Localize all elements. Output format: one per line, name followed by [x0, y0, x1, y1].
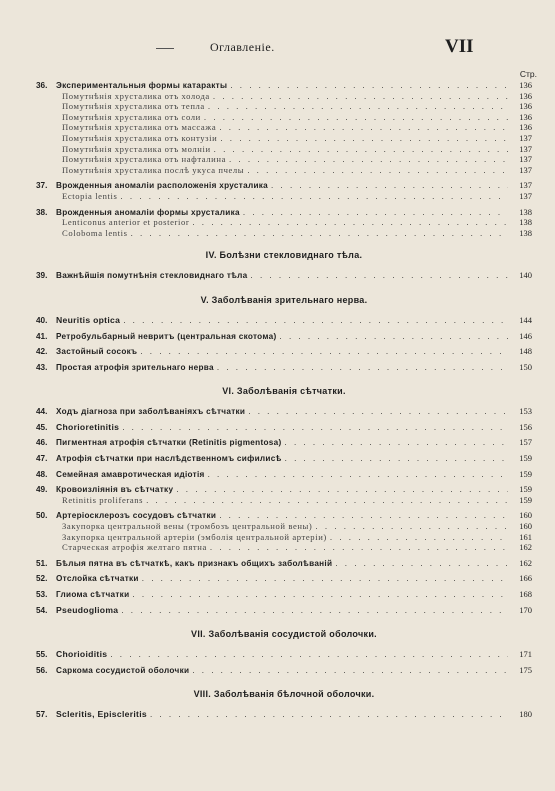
dot-leader [247, 166, 508, 175]
toc-subentry [36, 521, 532, 532]
page-number: 162 [519, 557, 532, 568]
subentry-title: Помутнѣнія хрусталика отъ соли [62, 111, 201, 122]
entry-number: 43. [36, 362, 48, 372]
dot-leader [285, 454, 508, 463]
entry-number: 39. [36, 271, 48, 281]
dot-leader [204, 113, 508, 122]
toc-entry [36, 558, 532, 569]
toc-entry [36, 406, 532, 417]
dot-leader [110, 650, 508, 659]
toc-subentry [36, 217, 532, 228]
page-number: 180 [519, 709, 532, 720]
page-number: 140 [519, 270, 532, 281]
toc-entry [36, 315, 532, 326]
entry-title: Chorioretinitis [56, 421, 120, 432]
toc-subentry [36, 122, 532, 133]
toc-entry [36, 453, 532, 464]
entry-title: Scleritis, Episcleritis [56, 709, 147, 720]
toc-subentry [36, 144, 532, 155]
dot-leader [213, 92, 508, 101]
entry-title: Атрофія сѣтчатки при наслѣдственномъ сифилисѣ [56, 454, 282, 464]
page-number: 136 [519, 101, 532, 112]
entry-title: Отслойка сѣтчатки [56, 574, 139, 584]
page-header [0, 36, 555, 60]
page-number: 137 [519, 180, 532, 191]
dot-leader [219, 123, 508, 132]
page-number: 170 [519, 604, 532, 615]
entry-number: 49. [36, 485, 48, 495]
subentry-title: Помутнѣнія хрусталика отъ массажа [62, 122, 217, 133]
page-number: 161 [519, 531, 532, 542]
entry-number: 41. [36, 331, 48, 341]
entry-title: Neuritis optica [56, 314, 121, 325]
dot-leader [210, 543, 508, 552]
page-number: 136 [519, 90, 532, 101]
page-number: 159 [519, 468, 532, 479]
entry-number: 55. [36, 650, 48, 660]
toc-entry [36, 665, 532, 676]
page-number: 137 [519, 143, 532, 154]
section-heading: VII. Заболѣванія сосудистой оболочки. [191, 629, 377, 640]
entry-title: Важнѣйшія помутнѣнія стекловиднаго тѣла [56, 271, 248, 281]
entry-number: 50. [36, 511, 48, 521]
toc-entry [36, 469, 532, 480]
entry-title: Простая атрофія зрительнаго нерва [56, 362, 214, 372]
section-heading: VIII. Заболѣванія бѣлочной оболочки. [193, 689, 375, 700]
entry-title: Артеріосклерозъ сосудовъ сѣтчатки [56, 511, 217, 521]
dot-leader [230, 81, 508, 90]
toc-subentry [36, 495, 532, 506]
page-number: 153 [519, 406, 532, 417]
toc-entry [36, 207, 532, 218]
section-heading: V. Заболѣванія зрительнаго нерва. [200, 294, 368, 305]
dot-leader [217, 363, 508, 372]
toc-entry [36, 80, 532, 91]
page-number: 159 [519, 453, 532, 464]
subentry-title: Помутнѣнія хрусталика отъ молніи [62, 143, 211, 154]
section-heading: IV. Болѣзни стекловиднаго тѣла. [205, 250, 363, 261]
entry-number: 38. [36, 207, 48, 217]
dot-leader [121, 606, 508, 615]
toc-entry [36, 605, 532, 616]
header-dash [156, 48, 174, 49]
entry-number: 57. [36, 710, 48, 720]
page-number: 160 [519, 521, 532, 532]
page-number: 162 [519, 542, 532, 553]
page-number: 136 [519, 111, 532, 122]
page-number: 157 [519, 437, 532, 448]
page-number: 171 [519, 649, 532, 660]
entry-title: Глиома сѣтчатки [56, 590, 130, 599]
subentry-title: Помутнѣнія хрусталика отъ холода [62, 90, 210, 101]
toc-subentry [36, 532, 532, 543]
toc-subentry [36, 542, 532, 553]
page-number: 146 [519, 330, 532, 341]
dot-leader [192, 666, 508, 675]
page-number: 137 [519, 164, 532, 175]
toc-entry [36, 437, 532, 448]
subentry-title: Retinitis proliferans [62, 494, 144, 505]
dot-leader [208, 102, 508, 111]
toc-entry [36, 573, 532, 584]
page-number: 144 [519, 314, 532, 325]
page-number: 160 [519, 510, 532, 521]
entry-title: Саркома сосудистой оболочки [56, 665, 190, 675]
page-number: 156 [519, 421, 532, 432]
entry-title: Бѣлыя пятна въ сѣтчаткѣ, какъ признакъ общихъ заболѣваній [56, 558, 333, 568]
dot-leader [248, 407, 508, 416]
page-number: 138 [519, 217, 532, 228]
entry-title: Ходъ діагноза при заболѣваніяхъ сѣтчатки [56, 407, 246, 417]
dot-leader [229, 155, 508, 164]
page-number: 137 [519, 190, 532, 201]
dot-leader [251, 271, 508, 280]
entry-number: 40. [36, 315, 48, 325]
dot-leader [280, 332, 509, 341]
entry-number: 36. [36, 81, 48, 90]
entry-title: Пигментная атрофія сѣтчатки (Retinitis pigmentosa) [56, 438, 282, 448]
entry-number: 54. [36, 605, 48, 615]
entry-number: 48. [36, 469, 48, 479]
entry-title: Кровоизліянія въ сѣтчатку [56, 485, 174, 495]
dot-leader [122, 423, 508, 432]
toc-subentry [36, 133, 532, 144]
dot-leader [315, 522, 508, 531]
dot-leader [330, 533, 508, 542]
dot-leader [176, 485, 508, 494]
toc-entry [36, 180, 532, 191]
dot-leader [120, 192, 508, 201]
toc-subentry [36, 154, 532, 165]
dot-leader [220, 134, 508, 143]
page-number: 136 [519, 122, 532, 133]
page-number: 148 [519, 346, 532, 357]
entry-number: 53. [36, 590, 48, 599]
toc-entry [36, 589, 532, 600]
dot-leader [123, 316, 508, 325]
toc-entry [36, 362, 532, 373]
entry-number: 52. [36, 574, 48, 584]
header-title: Оглавленіе. [210, 40, 275, 54]
page-number: 166 [519, 573, 532, 584]
toc-entry [36, 649, 532, 660]
entry-number: 46. [36, 438, 48, 448]
dot-leader [132, 590, 508, 599]
entry-title: Экспериментальныя формы катаракты [56, 81, 228, 90]
subentry-title: Закупорка центральной вены (тромбозъ центральной вены) [62, 521, 313, 532]
subentry-title: Ectopia lentis [62, 190, 118, 201]
dot-leader [219, 511, 508, 520]
subentry-title: Lenticonus anterior et posterior [62, 217, 190, 228]
page-number: 137 [519, 154, 532, 165]
toc-entry [36, 346, 532, 357]
entry-title: Pseudoglioma [56, 604, 119, 615]
entry-number: 56. [36, 665, 48, 675]
toc-entry [36, 484, 532, 495]
toc-subentry [36, 101, 532, 112]
subentry-title: Coloboma lentis [62, 227, 128, 238]
dot-leader [271, 181, 508, 190]
entry-title: Врожденныя аномаліи формы хрусталика [56, 207, 240, 217]
page-number: 168 [519, 589, 532, 599]
toc-subentry [36, 165, 532, 176]
entry-number: 37. [36, 181, 48, 191]
dot-leader [140, 347, 508, 356]
toc-subentry [36, 91, 532, 102]
toc-subentry [36, 112, 532, 123]
page-number: 159 [519, 484, 532, 495]
toc-entry [36, 270, 532, 281]
header-page-numeral: VII [445, 36, 474, 57]
toc-subentry [36, 191, 532, 202]
toc-subentry [36, 228, 532, 239]
dot-leader [192, 218, 508, 227]
toc-entry [36, 709, 532, 720]
subentry-title: Помутнѣнія хрусталика отъ контузіи [62, 132, 218, 143]
page-number: 175 [519, 664, 532, 675]
dot-leader [243, 208, 508, 217]
entry-number: 42. [36, 347, 48, 357]
page-number: 137 [519, 132, 532, 143]
page-number: 138 [519, 227, 532, 238]
toc-entry [36, 422, 532, 433]
entry-title: Семейная амавротическая идіотія [56, 469, 205, 479]
subentry-title: Помутнѣнія хрусталика послѣ укуса пчелы [62, 164, 245, 175]
dot-leader [208, 470, 508, 479]
page-number: 150 [519, 361, 532, 372]
dot-leader [335, 559, 508, 568]
dot-leader [150, 710, 508, 719]
entry-number: 47. [36, 454, 48, 464]
subentry-title: Закупорка центральной артеріи (эмболія центральной артеріи) [62, 531, 327, 542]
page-number: 159 [519, 494, 532, 505]
table-of-contents [36, 80, 532, 720]
entry-number: 44. [36, 407, 48, 417]
section-heading: VI. Заболѣванія сѣтчатки. [222, 386, 346, 397]
subentry-title: Старческая атрофія желтаго пятна [62, 542, 207, 553]
subentry-title: Помутнѣнія хрусталика отъ нафталина [62, 154, 226, 165]
dot-leader [285, 438, 508, 447]
entry-number: 45. [36, 422, 48, 432]
entry-title: Застойный сосокъ [56, 347, 138, 357]
entry-number: 51. [36, 558, 48, 568]
toc-entry [36, 510, 532, 521]
dot-leader [146, 496, 508, 505]
dot-leader [142, 574, 508, 583]
subentry-title: Помутнѣнія хрусталика отъ тепла [62, 101, 205, 112]
entry-title: Ретробульбарный невритъ (центральная скотома) [56, 331, 277, 341]
dot-leader [131, 229, 508, 238]
page-column-label: Стр. [519, 69, 537, 79]
dot-leader [214, 145, 508, 154]
entry-title: Врожденныя аномаліи расположенія хрусталика [56, 181, 269, 191]
entry-title: Chorioiditis [56, 649, 108, 660]
page-number: 136 [519, 80, 532, 90]
toc-entry [36, 331, 532, 342]
page-number: 138 [519, 206, 532, 217]
